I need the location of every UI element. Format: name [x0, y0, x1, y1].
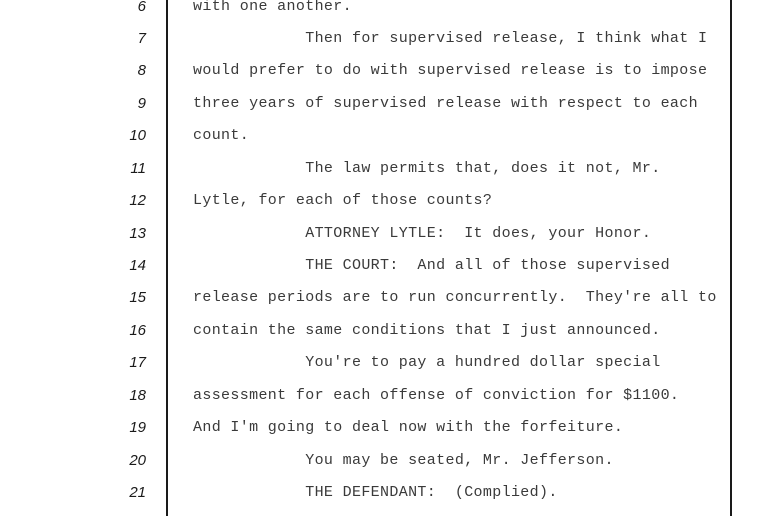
line-number: 8 — [137, 62, 146, 79]
transcript-line — [0, 452, 780, 484]
line-text: contain the same conditions that I just announced. — [193, 322, 661, 339]
transcript-line — [0, 192, 780, 224]
line-number: 11 — [130, 160, 146, 177]
line-text: assessment for each offense of conviction for $1100. — [193, 387, 680, 404]
line-number: 10 — [129, 127, 146, 144]
line-text: ATTORNEY LYTLE: It does, your Honor. — [193, 225, 652, 242]
transcript-line — [0, 62, 780, 94]
line-text: And I'm going to deal now with the forfeiture. — [193, 419, 624, 436]
line-text: Then for supervised release, I think what I — [193, 30, 708, 47]
transcript-line — [0, 322, 780, 354]
transcript-line — [0, 354, 780, 386]
line-text: You're to pay a hundred dollar special — [193, 354, 661, 371]
transcript-line — [0, 419, 780, 451]
line-text: THE COURT: And all of those supervised — [193, 257, 670, 274]
line-number: 7 — [137, 30, 146, 47]
line-number: 21 — [129, 484, 146, 501]
transcript-line — [0, 484, 780, 516]
line-number: 18 — [129, 387, 146, 404]
line-number: 20 — [129, 452, 146, 469]
line-number: 6 — [137, 0, 146, 15]
transcript-line — [0, 160, 780, 192]
line-text: with one another. — [193, 0, 352, 15]
line-number: 15 — [129, 289, 146, 306]
line-text: count. — [193, 127, 250, 144]
transcript-line — [0, 127, 780, 159]
transcript-line — [0, 95, 780, 127]
transcript-line — [0, 289, 780, 321]
line-text: THE DEFENDANT: (Complied). — [193, 484, 558, 501]
transcript-line — [0, 257, 780, 289]
line-number: 9 — [137, 95, 146, 112]
line-number: 13 — [129, 225, 146, 242]
line-text: would prefer to do with supervised release is to impose — [193, 62, 708, 79]
transcript-line — [0, 0, 780, 30]
transcript-line — [0, 30, 780, 62]
transcript-line — [0, 225, 780, 257]
line-number: 16 — [129, 322, 146, 339]
line-number: 17 — [129, 354, 146, 371]
line-number: 14 — [129, 257, 146, 274]
line-number: 12 — [129, 192, 146, 209]
line-number: 19 — [129, 419, 146, 436]
line-text: The law permits that, does it not, Mr. — [193, 160, 661, 177]
transcript-line — [0, 387, 780, 419]
line-text: Lytle, for each of those counts? — [193, 192, 493, 209]
line-text: You may be seated, Mr. Jefferson. — [193, 452, 614, 469]
line-text: release periods are to run concurrently. They're all to — [193, 289, 717, 306]
line-text: three years of supervised release with respect to each — [193, 95, 698, 112]
